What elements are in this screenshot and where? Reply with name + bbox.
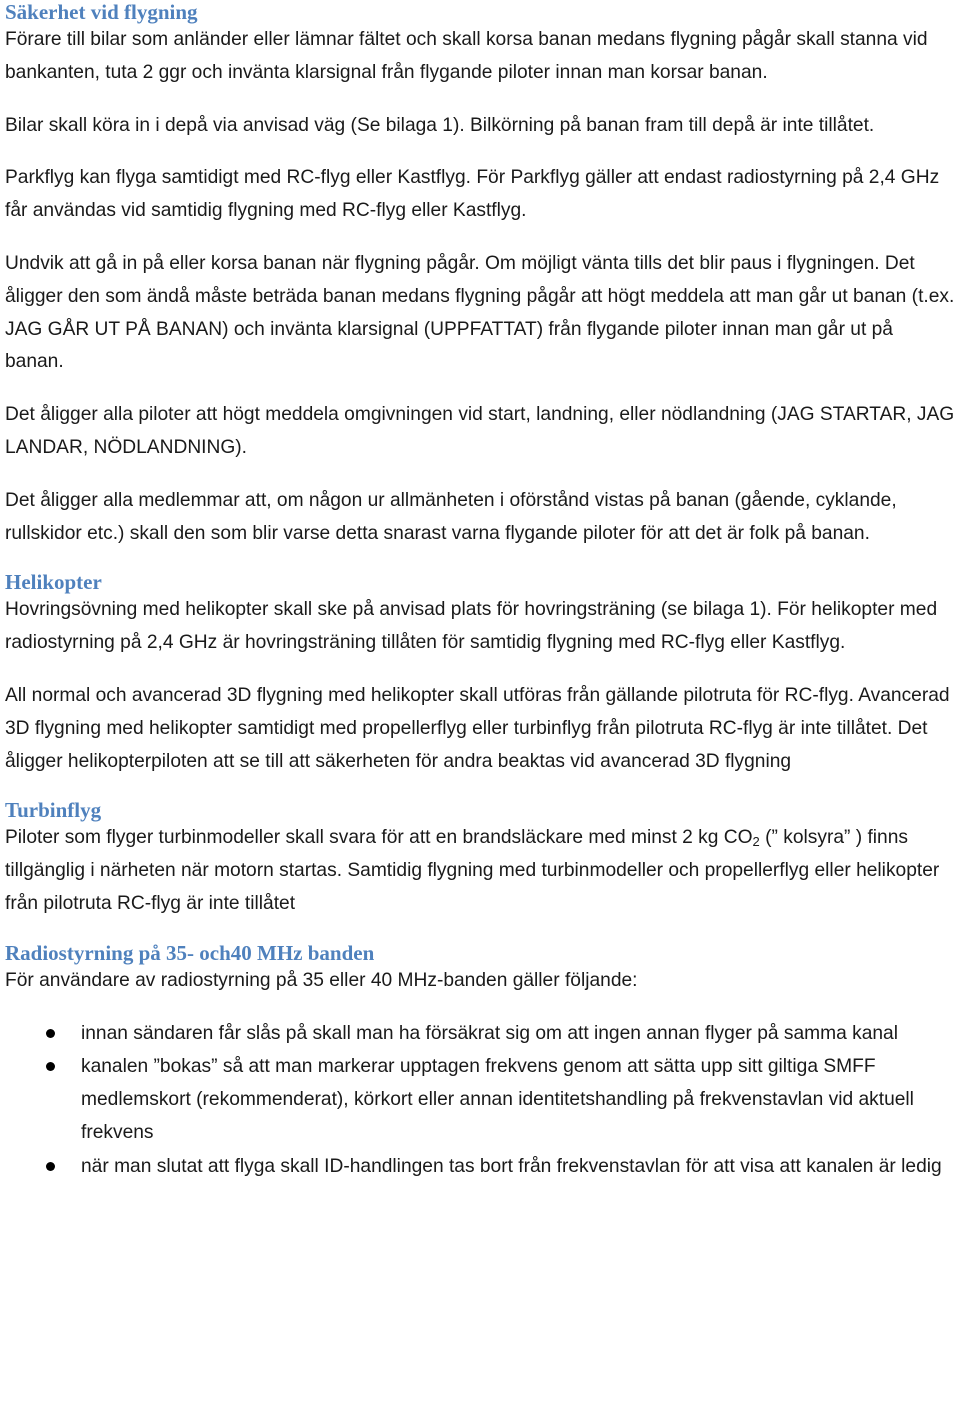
heading-radiostyrning: Radiostyrning på 35- och40 MHz banden: [5, 940, 375, 965]
paragraph-hovring: Hovringsövning med helikopter skall ske på anvisad plats för hovringsträning (se bilaga 1). För helikopter med radiostyrning på 2,4 GHz är hovringsträning tillåten för samtidig flygning med RC-flyg eller Kastflyg.: [5, 599, 938, 654]
list-item: [5, 1051, 956, 1149]
bullet-icon: [46, 1162, 55, 1171]
text-before-sub: Piloter som flyger turbinmodeller skall svara för att en brandsläckare med minst 2 kg CO: [5, 827, 753, 849]
paragraph-parkflyg: Parkflyg kan flyga samtidigt med RC-flyg eller Kastflyg. För Parkflyg gäller att endast radiostyrning på 2,4 GHz får användas vid samtidig flygning med RC-flyg eller Kastflyg.: [5, 167, 940, 222]
bullet-icon: [46, 1029, 55, 1038]
paragraph-korsa-banan: Förare till bilar som anländer eller lämnar fältet och skall korsa banan medans flygning pågår skall stanna vid bankanten, tuta 2 ggr och invänta klarsignal från flygande piloter innan man korsar banan.: [5, 29, 928, 83]
text-after-sub: (” kolsyra” ) finns tillgänglig i närheten när motorn startas. Samtidig flygning med turbinmodeller och propellerflyg eller helikopter från pilotruta RC-flyg är inte tillåtet: [5, 827, 940, 914]
radio-rules-list: [5, 1018, 956, 1184]
paragraph-undvik-banan: Undvik att gå in på eller korsa banan när flygning pågår. Om möjligt vänta tills det blir paus i flygningen. Det åligger den som ändå måste beträda banan medans flygning pågår att högt meddela att man går ut banan (t.ex. JAG GÅR UT PÅ BANAN) och invänta klarsignal (UPPFATTAT) från flygande piloter innan man går ut på banan.: [5, 252, 955, 373]
paragraph-radio-intro: För användare av radiostyrning på 35 eller 40 MHz-banden gäller följande:: [5, 969, 638, 991]
heading-helikopter: Helikopter: [5, 570, 102, 595]
list-item: [5, 1018, 956, 1051]
paragraph-3d-flygning: All normal och avancerad 3D flygning med helikopter skall utföras från gällande pilotruta för RC-flyg. Avancerad 3D flygning med helikopter samtidigt med propellerflyg eller turbinflyg från pilotruta RC-flyg är inte tillåtet. Det åligger helikopterpiloten att se till att säkerheten för andra beaktas vid avancerad 3D flygning: [5, 684, 950, 772]
bullet-icon: [46, 1062, 55, 1071]
paragraph-brandslackare: [5, 822, 956, 920]
list-item-text: kanalen ”bokas” så att man markerar upptagen frekvens genom att sätta upp sitt giltiga SMFF medlemskort (rekommenderat), körkort eller annan identitetshandling på frekvenstavlan vid aktuell frekvens: [81, 1056, 914, 1143]
paragraph-allmanheten: Det åligger alla medlemmar att, om någon ur allmänheten i oförstånd vistas på banan (gående, cyklande, rullskidor etc.) skall den som blir varse detta snarast varna flygande piloter för att det är folk på banan.: [5, 489, 897, 544]
paragraph-bilar-depa: Bilar skall köra in i depå via anvisad väg (Se bilaga 1). Bilkörning på banan fram till depå är inte tillåtet.: [5, 114, 875, 136]
paragraph-meddela-omgivningen: Det åligger alla piloter att högt meddela omgivningen vid start, landning, eller nödlandning (JAG STARTAR, JAG LANDAR, NÖDLANDNING).: [5, 404, 955, 458]
heading-turbinflyg: Turbinflyg: [5, 798, 102, 823]
list-item: [5, 1151, 956, 1184]
list-item-text: när man slutat att flyga skall ID-handlingen tas bort från frekvenstavlan för att visa att kanalen är ledig: [81, 1155, 942, 1177]
co2-subscript: 2: [752, 834, 760, 850]
list-item-text: innan sändaren får slås på skall man ha försäkrat sig om att ingen annan flyger på samma kanal: [81, 1022, 898, 1044]
heading-sakerhet: Säkerhet vid flygning: [5, 0, 198, 24]
